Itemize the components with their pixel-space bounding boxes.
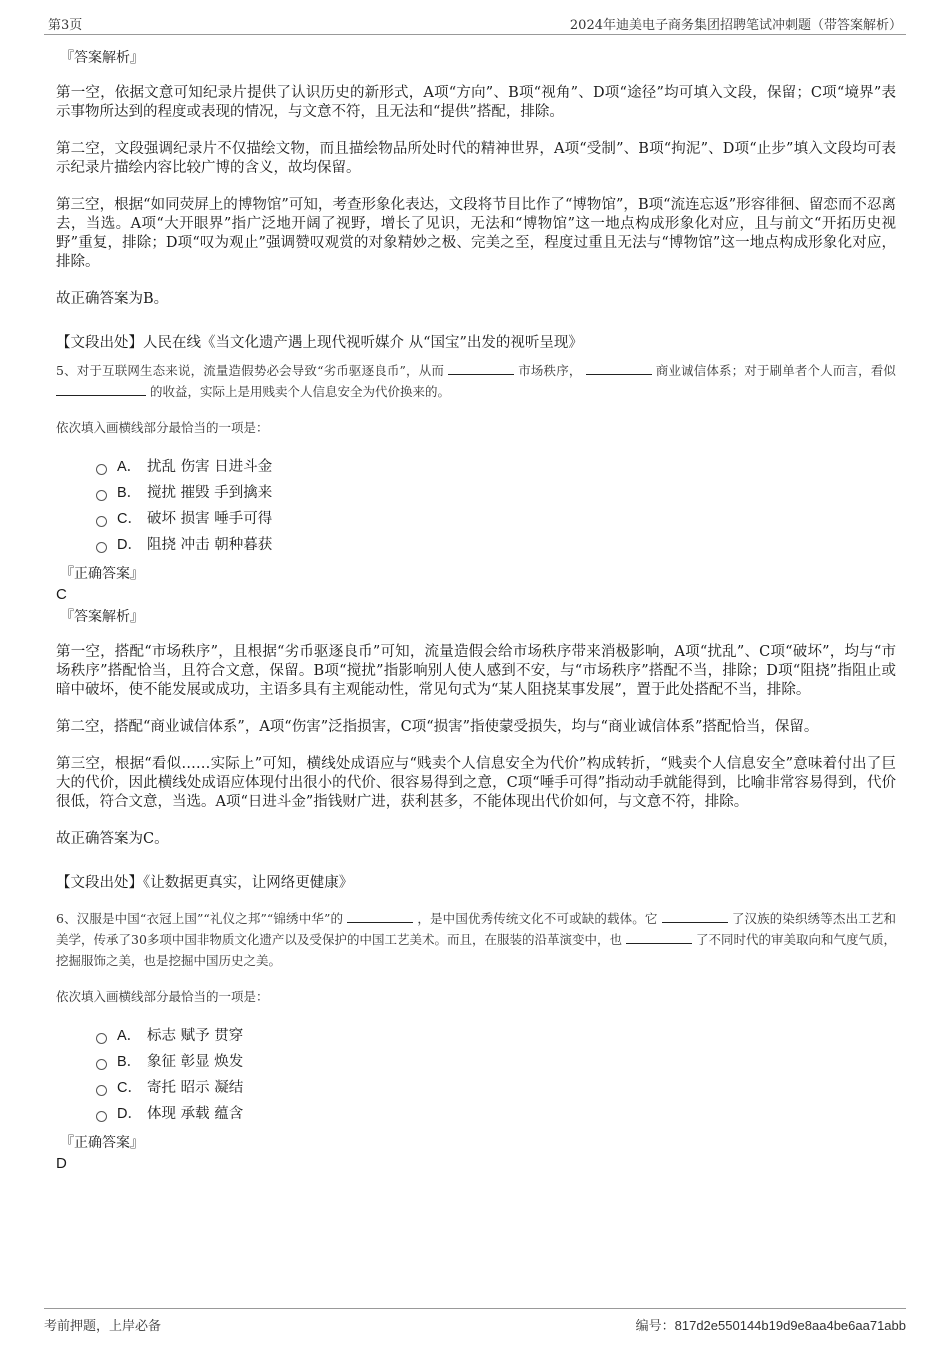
q5-blank-3	[56, 381, 146, 396]
q6-option-d[interactable]: D． 体现 承载 蕴含	[96, 1101, 896, 1127]
q4-analysis-label: 『答案解析』	[60, 50, 144, 66]
q6-blank-3	[626, 929, 692, 944]
q5-options	[96, 454, 896, 558]
q5-blank-2	[586, 360, 652, 375]
q6-option-b[interactable]: B． 象征 彰显 焕发	[96, 1049, 896, 1075]
q6-blank-2	[662, 908, 728, 923]
q6-text-a: 6、汉服是中国“衣冠上国”“礼仪之邦”“锦绣中华”的	[56, 911, 344, 926]
q5-instruction: 依次填入画横线部分最恰当的一项是：	[56, 420, 269, 435]
radio-icon[interactable]	[96, 516, 107, 527]
page-number: 第3页	[48, 18, 83, 33]
q4-analysis-paragraph-1: 第一空，依据文意可知纪录片提供了认识历史的新形式，A项“方向”、B项“视角”、D项“途径”均可填入文段，保留；C项“境界”表示事物所达到的程度或表现的情况，与文意不符，且无法和“提供”搭配，排除。	[56, 85, 896, 120]
q6-text-b: ，是中国优秀传统文化不可或缺的载体。它	[417, 911, 658, 926]
radio-icon[interactable]	[96, 1059, 107, 1070]
radio-icon[interactable]	[96, 490, 107, 501]
q5-analysis-paragraph-2: 第二空，搭配“商业诚信体系”，A项“伤害”泛指损害，C项“损害”指使蒙受损失，均与“商业诚信体系”搭配恰当，保留。	[56, 719, 819, 735]
q6-stem	[56, 908, 896, 971]
q5-answer-label: 『正确答案』	[60, 566, 144, 582]
q6-blank-1	[347, 908, 413, 923]
q5-analysis-label: 『答案解析』	[60, 609, 144, 625]
q5-option-a[interactable]: A． 扰乱 伤害 日进斗金	[96, 454, 896, 480]
code-label: 编号：	[635, 1319, 675, 1334]
footer-slogan: 考前押题，上岸必备	[44, 1319, 162, 1334]
q4-analysis-paragraph-3: 第三空，根据“如同荧屏上的博物馆”可知，考查形象化表达，文段将节目比作了“博物馆”，B项“流连忘返”形容徘徊、留恋而不忍离去，当选。A项“大开眼界”指广泛地开阔了视野，增长了见识，无法和“博物馆”这一地点构成形象化对应，且与前文“开拓历史视野”重复，排除；D项“叹为观止”强调赞叹观赏的对象精妙之极、完美之至，程度过重且无法与“博物馆”这一地点构成形象化对应，排除。	[56, 197, 896, 270]
q5-analysis-paragraph-1: 第一空，搭配“市场秩序”，且根据“劣币驱逐良币”可知，流量造假会给市场秩序带来消极影响，A项“扰乱”、C项“破坏”，均与“市场秩序”搭配恰当，且符合文意，保留。B项“搅扰”指影响别人使人感到不安，与“市场秩序”搭配不当，排除；D项“阻挠”指阻止或暗中破坏，使不能发展或成功，主语多具有主观能动性，常见句式为“某人阻挠某事发展”，置于此处搭配不当，排除。	[56, 644, 896, 698]
document-title: 2024年迪美电子商务集团招聘笔试冲刺题（带答案解析）	[569, 18, 902, 33]
q6-answer-label: 『正确答案』	[60, 1135, 144, 1151]
q4-source: 【文段出处】人民在线《当文化遗产遇上现代视听媒介 从“国宝”出发的视听呈现》	[56, 335, 583, 351]
q6-answer: D	[56, 1155, 67, 1172]
q5-blank-1	[448, 360, 514, 375]
q5-analysis-paragraph-3: 第三空，根据“看似……实际上”可知，横线处成语应与“贱卖个人信息安全为代价”构成转折，“贱卖个人信息安全”意味着付出了巨大的代价，因此横线处成语应体现付出很小的代价、很容易得到之意，C项“唾手可得”指动动手就能得到，比喻非常容易得到，代价很低，符合文意，当选。A项“日进斗金”指钱财广进，获利甚多，不能体现出代价如何，与文意不符，排除。	[56, 756, 896, 810]
q5-option-c[interactable]: C． 破坏 损害 唾手可得	[96, 506, 896, 532]
q6-text-d: 了不同时代的审美取向和气度气质，挖掘服饰之美，也是挖掘中国历史之美。	[56, 932, 896, 968]
page-header	[44, 12, 906, 35]
code-value: 817d2e550144b19d9e8aa4be6aa71abb	[674, 1318, 906, 1333]
q4-conclusion: 故正确答案为B。	[56, 291, 169, 307]
q4-analysis-paragraph-2: 第二空，文段强调纪录片不仅描绘文物，而且描绘物品所处时代的精神世界，A项“受制”、B项“拘泥”、D项“止步”填入文段均可表示纪录片描绘内容比较广博的含义，故均保留。	[56, 141, 896, 176]
q5-text-d: 的收益，实际上是用贱卖个人信息安全为代价换来的。	[149, 384, 450, 399]
q5-answer: C	[56, 586, 67, 603]
q5-option-d[interactable]: D． 阻挠 冲击 朝种暮获	[96, 532, 896, 558]
q5-source: 【文段出处】《让数据更真实，让网络更健康》	[56, 875, 354, 891]
radio-icon[interactable]	[96, 542, 107, 553]
radio-icon[interactable]	[96, 1111, 107, 1122]
q6-option-a[interactable]: A． 标志 赋予 贯穿	[96, 1023, 896, 1049]
q5-stem	[56, 360, 896, 402]
q5-option-b[interactable]: B． 搅扰 摧毁 手到擒来	[96, 480, 896, 506]
q5-text-a: 5、对于互联网生态来说，流量造假势必会导致“劣币驱逐良币”，从而	[56, 363, 444, 378]
radio-icon[interactable]	[96, 464, 107, 475]
q6-text-c: 了汉族的染织绣等杰出工艺和美学，传承了30多项中国非物质文化遗产以及受保护的中国工艺美术。而且，在服装的沿革演变中，也	[56, 911, 896, 947]
q5-text-b: 市场秩序，	[518, 363, 582, 378]
q6-options	[96, 1023, 896, 1127]
q6-instruction: 依次填入画横线部分最恰当的一项是：	[56, 989, 269, 1004]
radio-icon[interactable]	[96, 1033, 107, 1044]
document-code	[636, 1315, 906, 1334]
page-footer	[44, 1308, 906, 1339]
q5-conclusion: 故正确答案为C。	[56, 831, 169, 847]
q5-text-c: 商业诚信体系；对于刷单者个人而言，看似	[655, 363, 896, 378]
q6-option-c[interactable]: C． 寄托 昭示 凝结	[96, 1075, 896, 1101]
page-content	[56, 44, 896, 1172]
radio-icon[interactable]	[96, 1085, 107, 1096]
